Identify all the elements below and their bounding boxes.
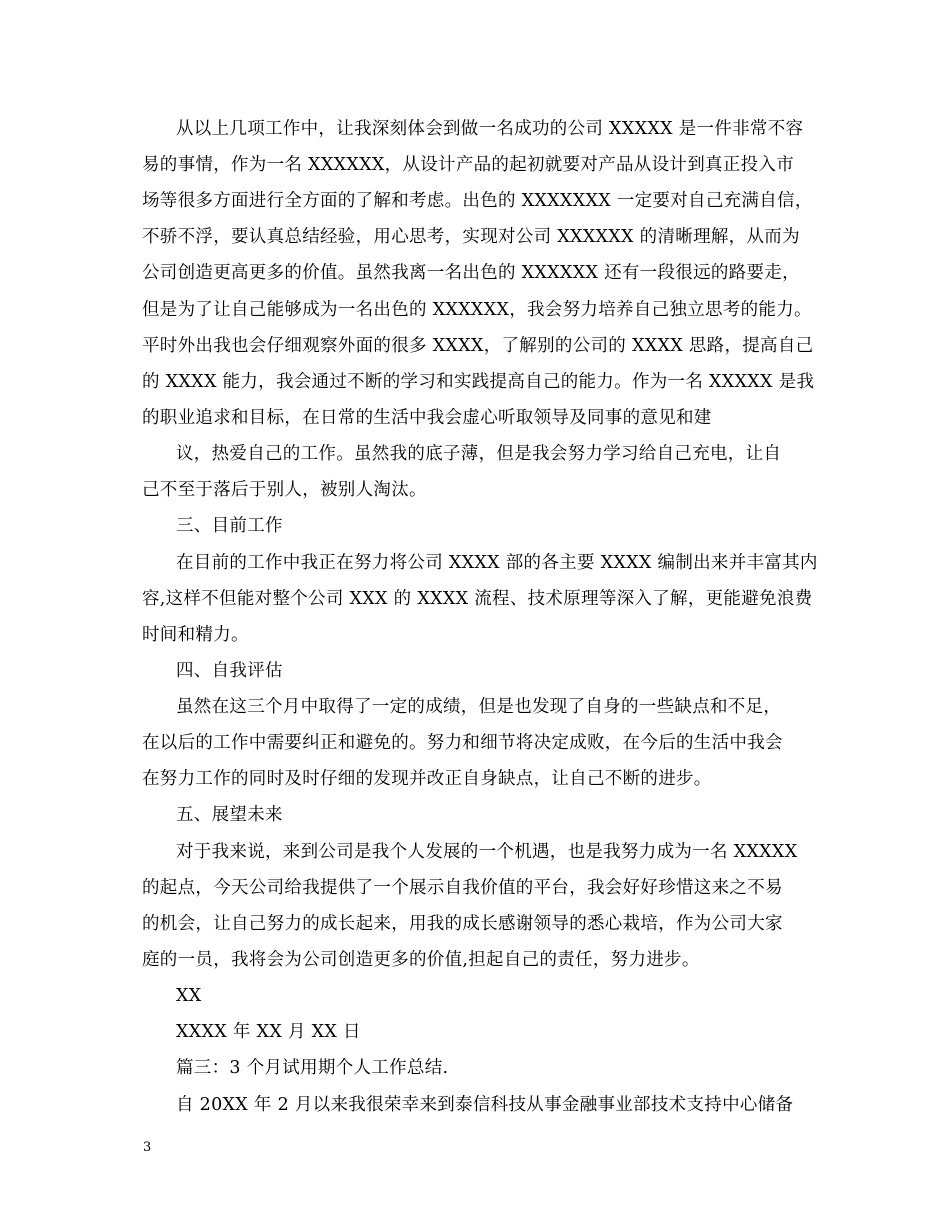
paragraph-line: 议，热爱自己的工作。虽然我的底子薄，但是我会努力学习给自己充电，让自 xyxy=(176,444,782,464)
paragraph-line: 在努力工作的同时及时仔细的发现并改正自身缺点，让自己不断的进步。 xyxy=(142,769,712,789)
paragraph-line: 的起点，今天公司给我提供了一个展示自我价值的平台，我会好好珍惜这来之不易 xyxy=(142,878,783,898)
paragraph-line: 时间和精力。 xyxy=(142,625,249,645)
paragraph-line: 在目前的工作中我正在努力将公司 XXXX 部的各主要 XXXX 编制出来并丰富其内 xyxy=(176,553,818,573)
paragraph-line: 的机会，让自己努力的成长起来，用我的成长感谢领导的悉心栽培，作为公司大家 xyxy=(142,914,783,934)
paragraph-line: 不骄不浮，要认真总结经验，用心思考，实现对公司 XXXXXX 的清晰理解，从而为 xyxy=(142,227,800,247)
paragraph-line: 庭的一员，我将会为公司创造更多的价值,担起自己的责任，努力进步。 xyxy=(142,950,700,970)
page-number: 3 xyxy=(143,1140,152,1155)
section-heading: 三、目前工作 xyxy=(176,516,283,536)
paragraph-line: 对于我来说，来到公司是我个人发展的一个机遇，也是我努力成为一名 XXXXX xyxy=(176,842,798,862)
section-heading: 四、自我评估 xyxy=(176,661,283,681)
signature-name: XX xyxy=(176,986,202,1006)
paragraph-line: 己不至于落后于别人，被别人淘汰。 xyxy=(142,480,427,500)
paragraph-line: 自 20XX 年 2 月以来我很荣幸来到泰信科技从事金融事业部技术支持中心储备 xyxy=(176,1095,794,1115)
paragraph-line: 的职业追求和目标，在日常的生活中我会虚心听取领导及同事的意见和建 xyxy=(142,408,712,428)
paragraph-line: 虽然在这三个月中取得了一定的成绩，但是也发现了自身的一些缺点和不足， xyxy=(176,697,782,717)
paragraph-line: 平时外出我也会仔细观察外面的很多 XXXX，了解别的公司的 XXXX 思路，提高自己 xyxy=(142,336,814,356)
paragraph-line: 从以上几项工作中，让我深刻体会到做一名成功的公司 XXXXX 是一件非常不容 xyxy=(176,119,804,139)
paragraph-line: 场等很多方面进行全方面的了解和考虑。出色的 XXXXXXX 一定要对自己充满自信， xyxy=(142,191,813,211)
paragraph-line: 的 XXXX 能力，我会通过不断的学习和实践提高自己的能力。作为一名 XXXXX 是我 xyxy=(142,372,815,392)
paragraph-line: 在以后的工作中需要纠正和避免的。努力和细节将决定成败，在今后的生活中我会 xyxy=(142,733,783,753)
signature-date: XXXX 年 XX 月 XX 日 xyxy=(176,1022,361,1042)
article-title: 篇三：3 个月试用期个人工作总结. xyxy=(176,1058,449,1078)
paragraph-line: 容,这样不但能对整个公司 XXX 的 XXXX 流程、技术原理等深入了解，更能避免浪费 xyxy=(142,589,813,609)
paragraph-line: 但是为了让自己能够成为一名出色的 XXXXXX，我会努力培养自己独立思考的能力。 xyxy=(142,300,812,320)
paragraph-line: 易的事情，作为一名 XXXXXX，从设计产品的起初就要对产品从设计到真正投入市 xyxy=(142,155,795,175)
section-heading: 五、展望未来 xyxy=(176,805,283,825)
paragraph-line: 公司创造更高更多的价值。虽然我离一名出色的 XXXXXX 还有一段很远的路要走， xyxy=(142,263,800,283)
